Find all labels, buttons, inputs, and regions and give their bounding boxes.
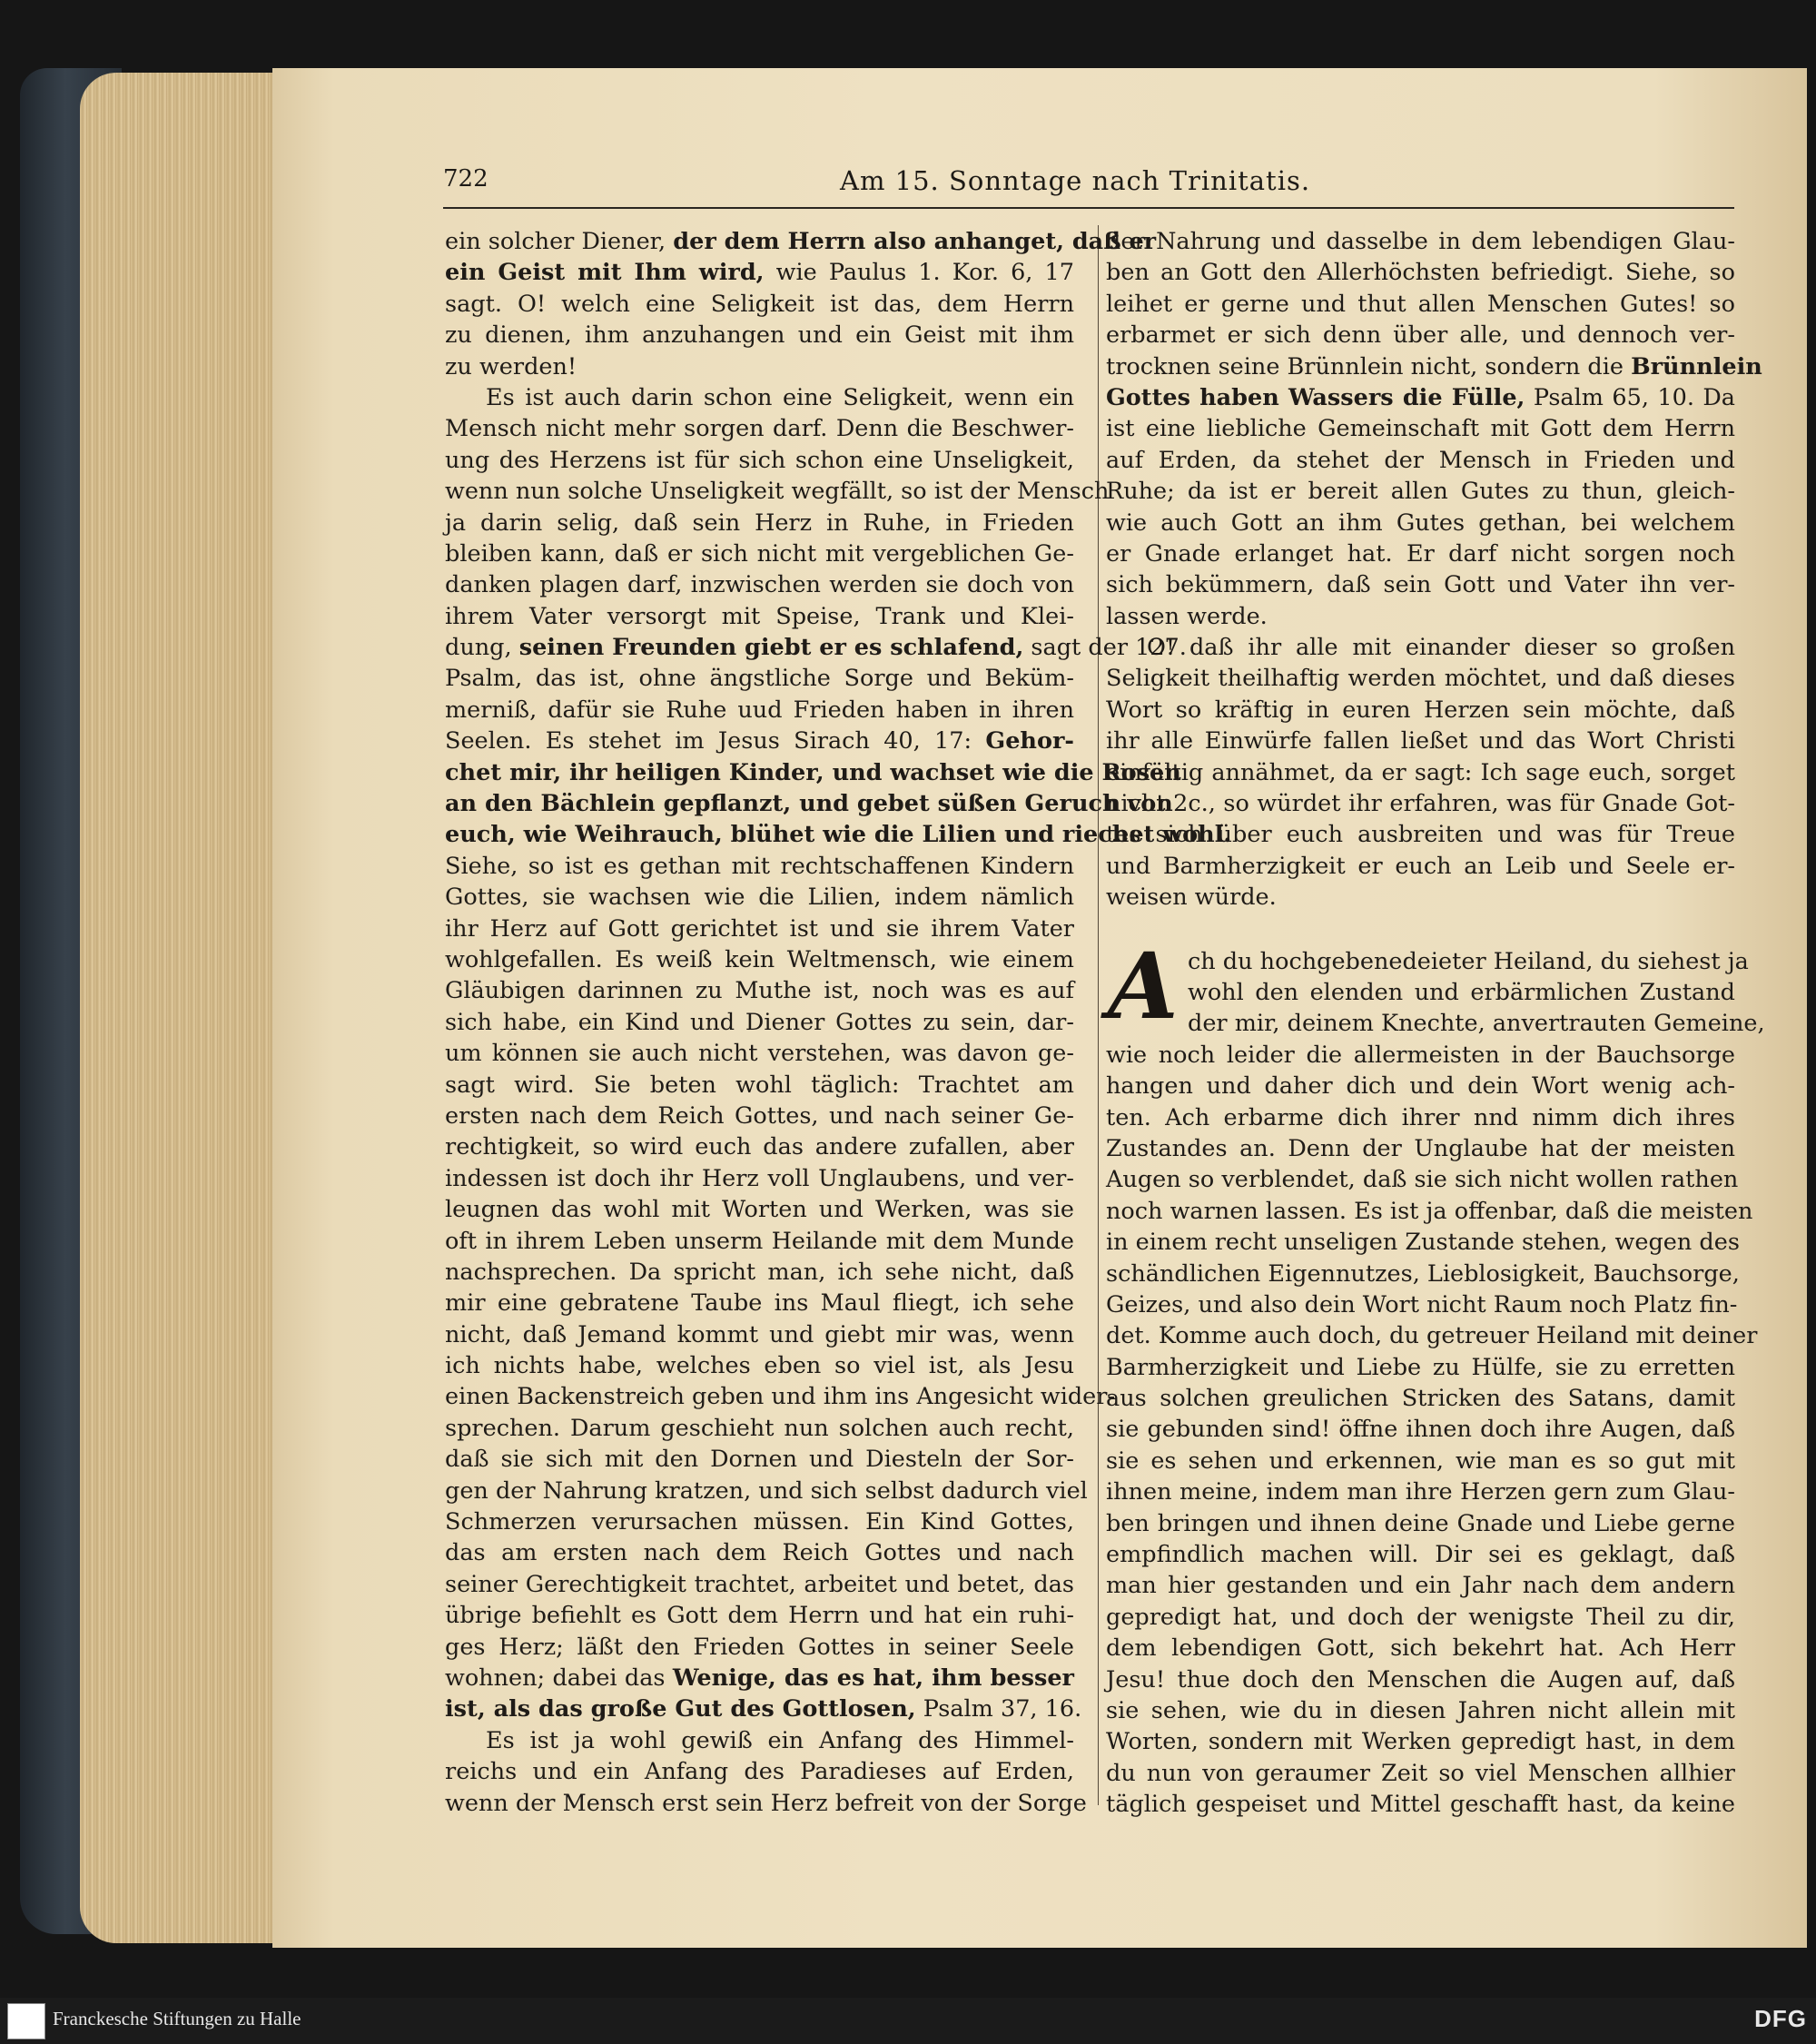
page-number: 722	[443, 165, 489, 193]
body-text: ges Herz; läßt den Frieden Gottes in seiner Seele	[445, 1633, 1074, 1661]
text-line	[1106, 1570, 1735, 1601]
body-text: Psalm 37, 16.	[915, 1695, 1082, 1723]
text-line	[1106, 1164, 1739, 1195]
body-text: ten. Ach erbarme dich ihrer nnd nimm dich ihres	[1106, 1103, 1735, 1131]
body-text: wie auch Gott an ihm Gutes gethan, bei welchem	[1106, 509, 1735, 537]
body-text: Worten, sondern mit Werken gepredigt hast, in dem	[1106, 1728, 1735, 1756]
body-text: daß sie sich mit den Dornen und Diesteln der Sor-	[445, 1446, 1074, 1474]
body-text: man hier gestanden und ein Jahr nach dem andern	[1106, 1572, 1735, 1600]
text-line	[1106, 1602, 1735, 1633]
body-text: Wort so kräftig in euren Herzen sein möchte, daß	[1106, 696, 1735, 724]
text-line	[445, 1101, 1074, 1131]
body-text: schändlichen Eigennutzes, Lieblosigkeit, Bauchsorge,	[1106, 1259, 1740, 1288]
text-line	[1106, 946, 1749, 977]
text-line	[445, 1413, 1074, 1444]
body-text: sie sehen, wie du in diesen Jahren nicht allein mit	[1106, 1696, 1735, 1724]
body-text: wohl den elenden und erbärmlichen Zustand	[1188, 978, 1735, 1006]
text-line	[1106, 508, 1735, 538]
body-text: ihrem Vater versorgt mit Speise, Trank und Klei-	[445, 602, 1074, 630]
institution-name[interactable]: Franckesche Stiftungen zu Halle	[53, 2008, 301, 2029]
emphasis-text: Brünnlein	[1631, 352, 1762, 380]
text-line	[1106, 1289, 1738, 1320]
text-line	[445, 476, 1110, 507]
text-line	[1106, 1758, 1735, 1789]
text-line	[445, 695, 1074, 726]
text-line	[1106, 1071, 1735, 1101]
text-line	[445, 726, 1074, 756]
text-line	[445, 819, 1232, 850]
text-line	[445, 1788, 1087, 1819]
text-line	[1106, 632, 1735, 663]
body-text: ben bringen und ihnen deine Gnade und Liebe gerne	[1106, 1509, 1735, 1537]
text-line	[445, 569, 1074, 600]
body-text: ja darin selig, daß sein Herz in Ruhe, in Frieden	[445, 509, 1074, 537]
body-text: sie es sehen und erkennen, wie man es so gut mit	[1106, 1447, 1735, 1475]
body-text: dung,	[445, 634, 519, 662]
text-line	[445, 1007, 1074, 1038]
text-line	[445, 1319, 1074, 1350]
text-line	[445, 882, 1074, 913]
text-line	[1106, 1508, 1735, 1539]
body-text: Ruhe; da ist er bereit allen Gutes zu thun, gleich-	[1106, 478, 1735, 506]
text-line	[1106, 601, 1735, 632]
body-text: dem lebendigen Gott, sich bekehrt hat. Ach Herr	[1106, 1634, 1735, 1663]
body-text: wohlgefallen. Es weiß kein Weltmensch, wie einem	[445, 945, 1074, 973]
text-line	[445, 944, 1074, 975]
body-text: ung des Herzens ist für sich schon eine Unseligkeit,	[445, 446, 1074, 474]
text-line	[445, 1288, 1074, 1318]
text-line	[1106, 1789, 1735, 1820]
text-line	[445, 1038, 1074, 1069]
body-text: sagt. O! welch eine Seligkeit ist das, dem Herrn	[445, 290, 1074, 318]
body-text: aus solchen greulichen Stricken des Satans, damit	[1106, 1385, 1735, 1413]
text-line	[1106, 1259, 1740, 1289]
text-line	[1106, 1133, 1735, 1164]
emphasis-text: ein Geist mit Ihm wird,	[445, 259, 765, 287]
body-text: Seligkeit theilhaftig werden möchtet, und daß dieses	[1106, 665, 1735, 693]
body-text: empfindlich machen will. Dir sei es geklagt, daß	[1106, 1541, 1735, 1569]
text-line	[445, 851, 1074, 882]
body-text: nachsprechen. Da spricht man, ich sehe nicht, daß	[445, 1258, 1074, 1286]
text-line	[1106, 445, 1735, 476]
body-text: gen der Nahrung kratzen, und sich selbst dadurch viel	[445, 1476, 1088, 1505]
body-text: ihnen meine, indem man ihre Herzen gern zum Glau-	[1106, 1478, 1735, 1506]
text-line	[445, 382, 1074, 413]
text-line	[445, 1194, 1074, 1225]
text-line	[445, 1663, 1074, 1693]
body-text: du nun von geraumer Zeit so viel Menschen allhier	[1106, 1759, 1735, 1787]
body-text: Siehe, so ist es gethan mit rechtschaffenen Kindern	[445, 852, 1074, 880]
text-line	[1106, 757, 1735, 788]
section-gap	[1106, 913, 1735, 946]
text-line	[445, 226, 1157, 257]
body-text: Augen so verblendet, daß sie sich nicht wollen rathen	[1106, 1166, 1739, 1194]
text-line	[445, 1693, 1082, 1724]
text-line	[445, 975, 1074, 1006]
body-text: wenn der Mensch erst sein Herz befreit von der Sorge	[445, 1789, 1087, 1817]
body-text: seiner Gerechtigkeit trachtet, arbeitet und betet, das	[445, 1570, 1074, 1598]
body-text: danken plagen darf, inzwischen werden sie doch von	[445, 571, 1074, 599]
emphasis-text: der dem Herrn also anhanget, daß er	[673, 228, 1157, 255]
body-text: erbarmet er sich denn über alle, und dennoch ver-	[1106, 321, 1735, 350]
text-line	[1106, 663, 1735, 694]
body-text: er Gnade erlanget hat. Er darf nicht sorgen noch	[1106, 539, 1735, 568]
running-head: Am 15. Sonntage nach Trinitatis.	[840, 165, 1311, 196]
text-line	[445, 788, 1173, 819]
body-text: Gottes, sie wachsen wie die Lilien, indem nämlich	[445, 884, 1074, 912]
text-line	[1106, 1040, 1735, 1071]
body-text: Psalm, das ist, ohne ängstliche Sorge und Beküm-	[445, 665, 1074, 693]
body-text: noch warnen lassen. Es ist ja offenbar, daß die meisten	[1106, 1197, 1753, 1225]
header-rule	[443, 207, 1734, 209]
body-text: der mir, deinem Knechte, anvertrauten Gemeine,	[1188, 1010, 1765, 1038]
body-text: um können sie auch nicht verstehen, was davon ge-	[445, 1040, 1074, 1068]
body-text: det. Komme auch doch, du getreuer Heiland mit deiner	[1106, 1322, 1758, 1350]
text-line	[445, 1756, 1074, 1787]
column-rule	[1098, 225, 1099, 1805]
text-line	[1106, 569, 1735, 600]
text-line	[1106, 1102, 1735, 1133]
text-line	[445, 757, 1181, 788]
body-text: zu werden!	[445, 352, 577, 380]
emphasis-text: chet mir, ihr heiligen Kinder, und wachset wie die Rosen	[445, 758, 1181, 786]
body-text: Gläubigen darinnen zu Muthe ist, noch was es auf	[445, 977, 1074, 1005]
text-line	[1106, 320, 1735, 351]
text-line	[445, 601, 1074, 632]
text-line	[1106, 257, 1735, 288]
body-text: leihet er gerne und thut allen Menschen Gutes! so	[1106, 290, 1735, 318]
body-text: Geizes, und also dein Wort nicht Raum noch Platz fin-	[1106, 1290, 1738, 1318]
body-text: mir eine gebratene Taube ins Maul fliegt, ich sehe	[445, 1289, 1074, 1318]
body-text: gepredigt hat, und doch der wenigste Theil zu dir,	[1106, 1603, 1735, 1631]
text-line	[445, 1444, 1074, 1475]
text-line	[1106, 882, 1735, 913]
body-text: Psalm 65, 10. Da	[1525, 383, 1735, 411]
body-text: täglich gespeiset und Mittel geschafft hast, da keine	[1106, 1791, 1735, 1819]
text-line	[1106, 977, 1735, 1008]
body-text: wohnen; dabei das	[445, 1664, 673, 1692]
text-line	[1106, 1633, 1735, 1664]
text-line	[1106, 1383, 1735, 1414]
body-text: Barmherzigkeit und Liebe zu Hülfe, sie zu erretten	[1106, 1353, 1735, 1381]
text-line	[1106, 289, 1735, 320]
body-text: sich habe, ein Kind und Diener Gottes zu sein, dar-	[445, 1008, 1074, 1036]
emphasis-text: seinen Freunden giebt er es schlafend,	[518, 634, 1024, 662]
body-text: wenn nun solche Unseligkeit wegfällt, so ist der Mensch	[445, 478, 1110, 506]
body-text: tes sich über euch ausbreiten und was für Treue	[1106, 821, 1735, 849]
body-text: Jesu! thue doch den Menschen die Augen auf, daß	[1106, 1665, 1735, 1693]
text-line	[445, 257, 1074, 288]
body-text: das am ersten nach dem Reich Gottes und nach	[445, 1539, 1074, 1567]
body-text: ihr alle Einwürfe fallen ließet und das Wort Christi	[1106, 727, 1735, 755]
emphasis-text: Gottes haben Wassers die Fülle,	[1106, 383, 1525, 411]
body-text: Seelen. Es stehet im Jesus Sirach 40, 17:	[445, 727, 986, 755]
text-line	[1106, 1008, 1765, 1039]
body-text: Zustandes an. Denn der Unglaube hat der meisten	[1106, 1134, 1735, 1162]
text-line	[1106, 226, 1735, 257]
body-text: sich bekümmern, daß sein Gott und Vater ihn ver-	[1106, 571, 1735, 599]
text-line	[445, 320, 1074, 351]
emphasis-text: Gehor-	[985, 727, 1074, 755]
text-line	[445, 1350, 1074, 1381]
text-line	[445, 1163, 1074, 1194]
right-column	[1106, 226, 1765, 1821]
text-line	[445, 1537, 1074, 1568]
body-text: sagt der 127.	[1023, 634, 1187, 662]
body-text: indessen ist doch ihr Herz voll Unglaubens, und ver-	[445, 1164, 1074, 1192]
text-line	[1106, 1320, 1758, 1351]
emphasis-text: an den Bächlein gepflanzt, und gebet süßen Geruch von	[445, 790, 1173, 818]
emphasis-text: euch, wie Weihrauch, blühet wie die Lilien und riechet wohl.	[445, 821, 1232, 849]
body-text: hangen und daher dich und dein Wort wenig ach-	[1106, 1072, 1735, 1101]
text-line	[445, 1725, 1074, 1756]
body-text: Es ist ja wohl gewiß ein Anfang des Himmel-	[486, 1726, 1074, 1754]
body-text: trocknen seine Brünnlein nicht, sondern die	[1106, 352, 1632, 380]
body-text: nicht, daß Jemand kommt und giebt mir was, wenn	[445, 1320, 1074, 1348]
body-text: O! daß ihr alle mit einander dieser so großen	[1147, 634, 1735, 662]
text-line	[445, 632, 1187, 663]
body-text: einen Backenstreich geben und ihm ins Angesicht wider-	[445, 1383, 1116, 1411]
text-line	[445, 413, 1074, 444]
viewer-footer	[0, 1998, 1816, 2044]
text-line	[1106, 1476, 1735, 1507]
body-text: rechtigkeit, so wird euch das andere zufallen, aber	[445, 1133, 1074, 1161]
text-line	[1106, 1539, 1735, 1570]
body-text: Es ist auch darin schon eine Seligkeit, wenn ein	[486, 383, 1074, 411]
text-line	[445, 1070, 1074, 1101]
body-text: wie Paulus 1. Kor. 6, 17	[764, 259, 1074, 287]
text-line	[445, 445, 1074, 476]
text-line	[1106, 351, 1762, 382]
text-line	[1106, 851, 1735, 882]
text-line	[1106, 788, 1735, 819]
text-line	[1106, 695, 1735, 726]
body-text: auf Erden, da stehet der Mensch in Frieden und	[1106, 446, 1735, 474]
body-text: ihr Herz auf Gott gerichtet ist und sie ihrem Vater	[445, 914, 1074, 943]
body-text: ersten nach dem Reich Gottes, und nach seiner Ge-	[445, 1101, 1074, 1130]
text-line	[1106, 1352, 1735, 1383]
text-line	[445, 1381, 1116, 1412]
text-line	[445, 1632, 1074, 1663]
body-text: zu dienen, ihm anzuhangen und ein Geist mit ihm	[445, 321, 1074, 350]
body-text: oft in ihrem Leben unserm Heilande mit dem Munde	[445, 1227, 1074, 1255]
text-line	[445, 1600, 1074, 1631]
drop-initial: A	[1108, 933, 1179, 1040]
body-text: reichs und ein Anfang des Paradieses auf Erden,	[445, 1758, 1074, 1786]
text-line	[1106, 726, 1735, 756]
body-text: sie gebunden sind! öffne ihnen doch ihre Augen, daß	[1106, 1416, 1735, 1444]
dfg-logo: DFG	[1754, 2005, 1807, 2032]
body-text: ch du hochgebenedeieter Heiland, du siehest ja	[1188, 947, 1749, 975]
body-text: in einem recht unseligen Zustande stehen, wegen des	[1106, 1229, 1740, 1257]
body-text: lassen werde.	[1106, 602, 1268, 630]
text-line	[1106, 413, 1735, 444]
page-edges	[80, 73, 284, 1943]
body-text: merniß, dafür sie Ruhe uud Frieden haben in ihren	[445, 696, 1074, 724]
text-line	[1106, 1196, 1753, 1227]
text-line	[445, 1226, 1074, 1257]
text-line	[445, 1131, 1074, 1162]
body-text: Mensch nicht mehr sorgen darf. Denn die Beschwer-	[445, 415, 1074, 443]
body-text: und Barmherzigkeit er euch an Leib und Seele er-	[1106, 852, 1735, 880]
text-line	[445, 538, 1074, 569]
body-text: übrige befiehlt es Gott dem Herrn und hat ein ruhi-	[445, 1602, 1074, 1630]
text-line	[1106, 1446, 1735, 1476]
text-line	[445, 289, 1074, 320]
body-text: sagt wird. Sie beten wohl täglich: Trachtet am	[445, 1071, 1074, 1099]
body-text: der Nahrung und dasselbe in dem lebendigen Glau-	[1106, 228, 1735, 255]
text-line	[1106, 538, 1735, 569]
text-line	[1106, 1726, 1735, 1757]
text-line	[1106, 1695, 1735, 1726]
body-text: weisen würde.	[1106, 884, 1277, 912]
emphasis-text: Wenige, das es hat, ihm besser	[672, 1664, 1074, 1692]
text-line	[1106, 382, 1735, 413]
body-text: leugnen das wohl mit Worten und Werken, was sie	[445, 1196, 1074, 1224]
body-text: sprechen. Darum geschieht nun solchen auch recht,	[445, 1414, 1074, 1442]
body-text: ich nichts habe, welches eben so viel ist, als Jesu	[445, 1352, 1074, 1380]
body-text: wie noch leider die allermeisten in der Bauchsorge	[1106, 1041, 1735, 1069]
emphasis-text: ist, als das große Gut des Gottlosen,	[445, 1695, 916, 1723]
text-line	[445, 1569, 1074, 1600]
body-text: Schmerzen verursachen müssen. Ein Kind Gottes,	[445, 1508, 1074, 1536]
text-line	[445, 1506, 1074, 1537]
text-line	[1106, 1227, 1740, 1258]
body-text: nicht 2c., so würdet ihr erfahren, was für Gnade Got-	[1106, 790, 1735, 818]
text-line	[445, 663, 1074, 694]
body-text: bleiben kann, daß er sich nicht mit vergeblichen Ge-	[445, 539, 1074, 568]
institution-logo-icon	[7, 2003, 45, 2039]
body-text: ein solcher Diener,	[445, 228, 674, 255]
text-line	[1106, 1414, 1735, 1445]
text-line	[445, 508, 1074, 538]
text-line	[1106, 1664, 1735, 1695]
text-line	[445, 351, 1074, 382]
text-line	[1106, 476, 1735, 507]
body-text: einfältig annähmet, da er sagt: Ich sage euch, sorget	[1106, 758, 1735, 786]
text-line	[445, 1257, 1074, 1288]
body-text: ben an Gott den Allerhöchsten befriedigt. Siehe, so	[1106, 259, 1735, 287]
text-line	[445, 913, 1074, 944]
text-line	[1106, 819, 1735, 850]
body-text: ist eine liebliche Gemeinschaft mit Gott dem Herrn	[1106, 415, 1735, 443]
text-line	[445, 1476, 1088, 1506]
